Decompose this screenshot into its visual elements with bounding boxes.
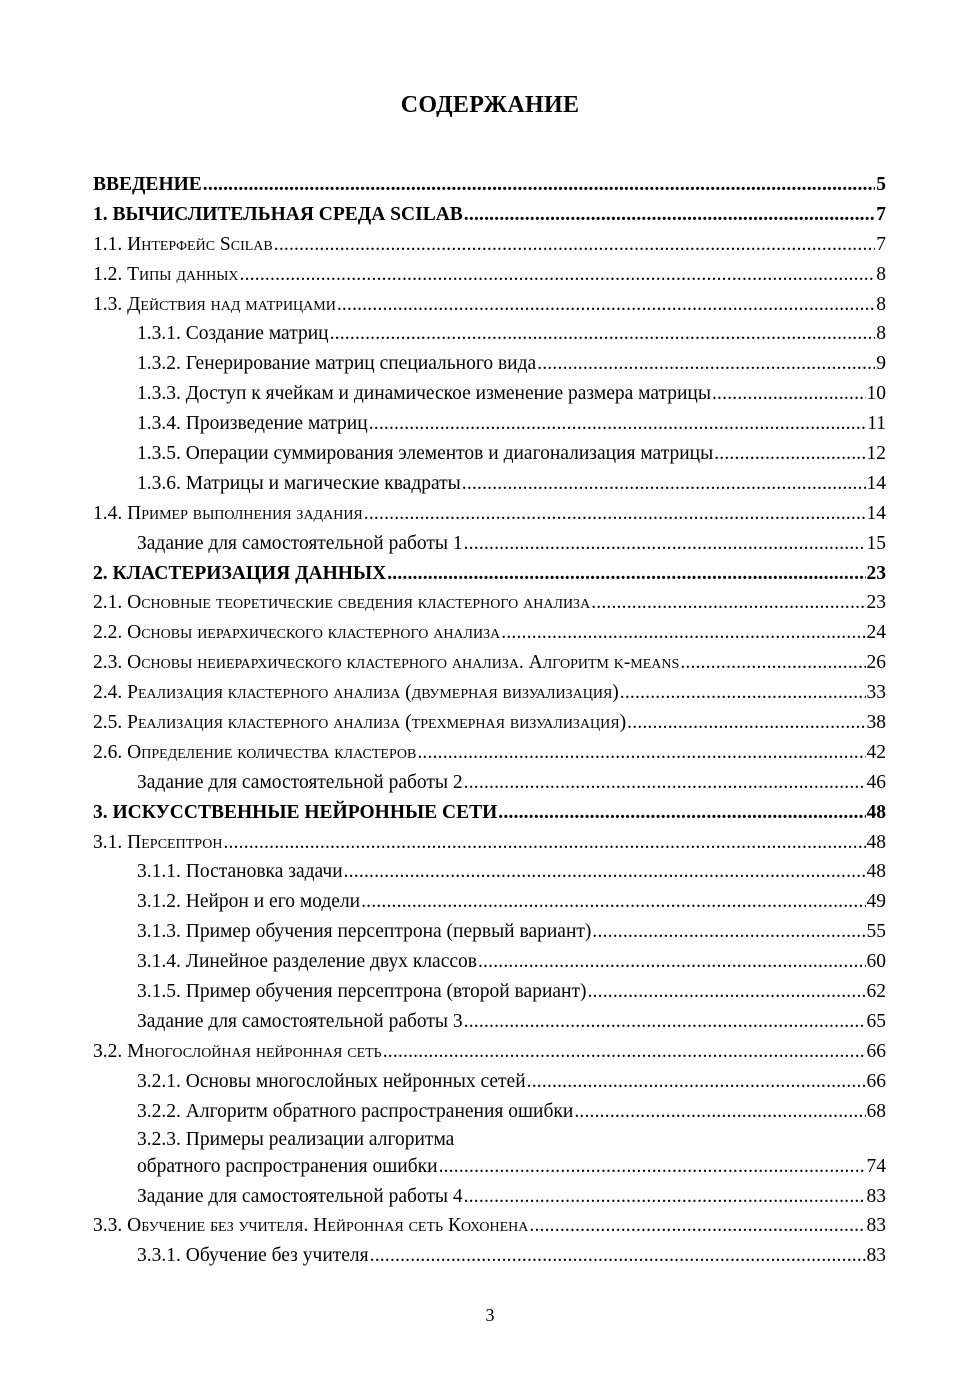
dot-leader bbox=[369, 409, 867, 439]
toc-page-number: 46 bbox=[866, 771, 886, 793]
toc-page-number: 49 bbox=[866, 891, 886, 913]
toc-entry-label: 1.3.4. Произведение матриц bbox=[137, 413, 368, 435]
toc-page-number: 10 bbox=[866, 383, 886, 405]
dot-leader bbox=[498, 798, 865, 828]
toc-page-number: 14 bbox=[866, 502, 886, 524]
toc-entry-label: 1.1. Интерфейс Scilab bbox=[93, 233, 273, 255]
toc-page-number: 68 bbox=[866, 1100, 886, 1122]
toc-entry[interactable] bbox=[93, 1007, 886, 1037]
toc-entry-label: 3.3.1. Обучение без учителя bbox=[137, 1245, 369, 1267]
toc-entry-label: 3.1.5. Пример обучения персептрона (второй вариант) bbox=[137, 981, 587, 1003]
dot-leader bbox=[361, 887, 865, 917]
toc-entry[interactable] bbox=[93, 1182, 886, 1212]
dot-leader bbox=[337, 290, 875, 320]
toc-entry[interactable] bbox=[93, 1241, 886, 1271]
toc-entry[interactable] bbox=[93, 499, 886, 529]
toc-entry[interactable] bbox=[93, 798, 886, 828]
toc-entry[interactable] bbox=[93, 1127, 886, 1182]
dot-leader bbox=[464, 1182, 866, 1212]
toc-entry[interactable] bbox=[93, 319, 886, 349]
toc-page-number: 26 bbox=[866, 652, 886, 674]
toc-entry-label: ВВЕДЕНИЕ bbox=[93, 174, 202, 195]
table-of-contents bbox=[93, 170, 886, 1271]
dot-leader bbox=[383, 1037, 866, 1067]
toc-entry[interactable] bbox=[93, 887, 886, 917]
toc-page-number: 33 bbox=[866, 682, 886, 704]
toc-entry-label: 3.1.1. Постановка задачи bbox=[137, 861, 343, 883]
dot-leader bbox=[274, 230, 876, 260]
toc-entry-label: 1.3. Действия над матрицами bbox=[93, 293, 336, 315]
toc-entry-label: 1.3.5. Операции суммирования элементов и диагонализация матрицы bbox=[137, 443, 714, 465]
toc-entry[interactable] bbox=[93, 1037, 886, 1067]
toc-page-number: 11 bbox=[867, 413, 886, 435]
toc-page-number: 14 bbox=[866, 472, 886, 494]
toc-entry[interactable] bbox=[93, 559, 886, 589]
toc-entry-label: Задание для самостоятельной работы 4 bbox=[137, 1185, 463, 1207]
toc-entry-label: 3.2.3. Примеры реализации алгоритма bbox=[137, 1128, 455, 1150]
toc-entry[interactable] bbox=[93, 379, 886, 409]
dot-leader bbox=[478, 947, 866, 977]
dot-leader bbox=[680, 648, 865, 678]
dot-leader bbox=[330, 319, 876, 349]
toc-page-number: 23 bbox=[866, 562, 886, 584]
toc-page-number: 5 bbox=[876, 174, 886, 195]
toc-page-number: 15 bbox=[866, 532, 886, 554]
toc-entry-label: 3. ИСКУССТВЕННЫЕ НЕЙРОННЫЕ СЕТИ bbox=[93, 801, 498, 823]
toc-entry-label: 3.2. Многослойная нейронная сеть bbox=[93, 1040, 382, 1062]
toc-page-number: 42 bbox=[866, 741, 886, 763]
dot-leader bbox=[464, 200, 875, 230]
toc-entry-label: 3.2.2. Алгоритм обратного распространения ошибки bbox=[137, 1100, 574, 1122]
dot-leader bbox=[501, 618, 865, 648]
dot-leader bbox=[537, 349, 875, 379]
toc-entry-label: 1.3.1. Создание матриц bbox=[137, 323, 329, 345]
toc-page-number: 83 bbox=[866, 1245, 886, 1267]
toc-entry-label: 3.1.4. Линейное разделение двух классов bbox=[137, 951, 477, 973]
toc-entry-label: 1.3.6. Матрицы и магические квадраты bbox=[137, 472, 461, 494]
toc-entry[interactable] bbox=[93, 260, 886, 290]
toc-page-number: 83 bbox=[866, 1185, 886, 1207]
toc-page-number: 83 bbox=[866, 1215, 886, 1237]
toc-entry[interactable] bbox=[93, 439, 886, 469]
toc-page-number: 7 bbox=[876, 233, 886, 255]
toc-entry[interactable] bbox=[93, 1097, 886, 1127]
toc-page-number: 48 bbox=[866, 831, 886, 853]
dot-leader bbox=[587, 977, 865, 1007]
dot-leader bbox=[439, 1152, 866, 1182]
dot-leader bbox=[223, 828, 865, 858]
toc-entry[interactable] bbox=[93, 469, 886, 499]
toc-entry-label: 3.1.3. Пример обучения персептрона (первый вариант) bbox=[137, 921, 592, 943]
dot-leader bbox=[370, 1241, 866, 1271]
toc-page-number: 66 bbox=[866, 1040, 886, 1062]
toc-page-number: 62 bbox=[866, 981, 886, 1003]
dot-leader bbox=[464, 529, 866, 559]
toc-entry[interactable] bbox=[93, 200, 886, 230]
toc-entry[interactable] bbox=[93, 409, 886, 439]
toc-page-number: 8 bbox=[876, 293, 886, 315]
toc-entry-label: Задание для самостоятельной работы 3 bbox=[137, 1010, 463, 1032]
toc-entry-label: 2.4. Реализация кластерного анализа (двумерная визуализация) bbox=[93, 682, 619, 704]
toc-entry-label: Задание для самостоятельной работы 1 bbox=[137, 532, 463, 554]
dot-leader bbox=[240, 260, 876, 290]
toc-entry[interactable] bbox=[93, 768, 886, 798]
toc-entry[interactable] bbox=[93, 1211, 886, 1241]
dot-leader bbox=[417, 738, 865, 768]
dot-leader bbox=[627, 708, 865, 738]
toc-entry-label: 1.3.2. Генерирование матриц специального вида bbox=[137, 353, 537, 375]
toc-entry[interactable] bbox=[93, 588, 886, 618]
page-number: 3 bbox=[485, 1305, 495, 1325]
toc-page-number: 65 bbox=[866, 1010, 886, 1032]
toc-entry[interactable] bbox=[93, 529, 886, 559]
dot-leader bbox=[387, 559, 865, 589]
toc-entry[interactable] bbox=[93, 678, 886, 708]
toc-page-number: 12 bbox=[866, 443, 886, 465]
toc-page-number: 8 bbox=[876, 323, 886, 345]
toc-page-number: 74 bbox=[866, 1155, 886, 1177]
dot-leader bbox=[529, 1211, 865, 1241]
toc-entry[interactable] bbox=[93, 947, 886, 977]
toc-entry-label: 2.2. Основы иерархического кластерного анализа bbox=[93, 622, 501, 644]
toc-entry[interactable] bbox=[93, 1067, 886, 1097]
dot-leader bbox=[712, 379, 866, 409]
toc-entry-label: 2. КЛАСТЕРИЗАЦИЯ ДАННЫХ bbox=[93, 562, 387, 584]
toc-entry-label-continuation: обратного распространения ошибки bbox=[137, 1155, 438, 1177]
toc-page-number: 55 bbox=[866, 921, 886, 943]
toc-entry[interactable] bbox=[93, 708, 886, 738]
toc-entry-label: 2.6. Определение количества кластеров bbox=[93, 741, 417, 763]
toc-entry[interactable] bbox=[93, 738, 886, 768]
toc-page-number: 9 bbox=[876, 353, 886, 375]
toc-page-number: 60 bbox=[866, 951, 886, 973]
toc-entry[interactable] bbox=[93, 977, 886, 1007]
dot-leader bbox=[714, 439, 865, 469]
toc-page-number: 38 bbox=[866, 712, 886, 734]
toc-entry-label: 3.1.2. Нейрон и его модели bbox=[137, 891, 361, 913]
toc-entry-label: 3.3. Обучение без учителя. Нейронная сеть Кохонена bbox=[93, 1215, 529, 1237]
toc-entry-label: Задание для самостоятельной работы 2 bbox=[137, 771, 463, 793]
toc-entry-label: 3.2.1. Основы многослойных нейронных сетей bbox=[137, 1070, 526, 1092]
dot-leader bbox=[591, 588, 865, 618]
toc-entry[interactable] bbox=[93, 618, 886, 648]
toc-entry-label: 2.1. Основные теоретические сведения кластерного анализа bbox=[93, 592, 591, 614]
toc-entry[interactable] bbox=[93, 230, 886, 260]
dot-leader bbox=[203, 170, 875, 200]
toc-page-number: 48 bbox=[866, 861, 886, 883]
dot-leader bbox=[464, 768, 866, 798]
toc-entry-label: 1.2. Типы данных bbox=[93, 263, 239, 285]
toc-entry[interactable] bbox=[93, 170, 886, 200]
dot-leader bbox=[344, 857, 866, 887]
toc-entry-label: 1.3.3. Доступ к ячейкам и динамическое изменение размера матрицы bbox=[137, 383, 711, 405]
toc-entry[interactable] bbox=[93, 828, 886, 858]
toc-entry-label: 1.4. Пример выполнения задания bbox=[93, 502, 363, 524]
page-title: СОДЕРЖАНИЕ bbox=[400, 92, 580, 118]
toc-entry[interactable] bbox=[93, 290, 886, 320]
toc-entry-label: 3.1. Персептрон bbox=[93, 831, 223, 853]
toc-entry-label: 1. ВЫЧИСЛИТЕЛЬНАЯ СРЕДА SCILAB bbox=[93, 203, 463, 225]
dot-leader bbox=[364, 499, 866, 529]
toc-entry[interactable] bbox=[93, 349, 886, 379]
dot-leader bbox=[527, 1067, 866, 1097]
toc-entry-label: 2.3. Основы неиерархического кластерного анализа. Алгоритм k-means bbox=[93, 652, 680, 674]
toc-entry-label: 2.5. Реализация кластерного анализа (трехмерная визуализация) bbox=[93, 712, 627, 734]
toc-page-number: 23 bbox=[866, 592, 886, 614]
dot-leader bbox=[574, 1097, 865, 1127]
toc-entry[interactable] bbox=[93, 857, 886, 887]
dot-leader bbox=[462, 469, 866, 499]
dot-leader bbox=[592, 917, 865, 947]
toc-page-number: 24 bbox=[866, 622, 886, 644]
toc-page-number: 66 bbox=[866, 1070, 886, 1092]
toc-page-number: 48 bbox=[866, 801, 886, 823]
toc-entry[interactable] bbox=[93, 648, 886, 678]
toc-entry[interactable] bbox=[93, 917, 886, 947]
dot-leader bbox=[620, 678, 866, 708]
toc-page-number: 8 bbox=[876, 263, 886, 285]
dot-leader bbox=[464, 1007, 866, 1037]
toc-page-number: 7 bbox=[876, 203, 886, 225]
